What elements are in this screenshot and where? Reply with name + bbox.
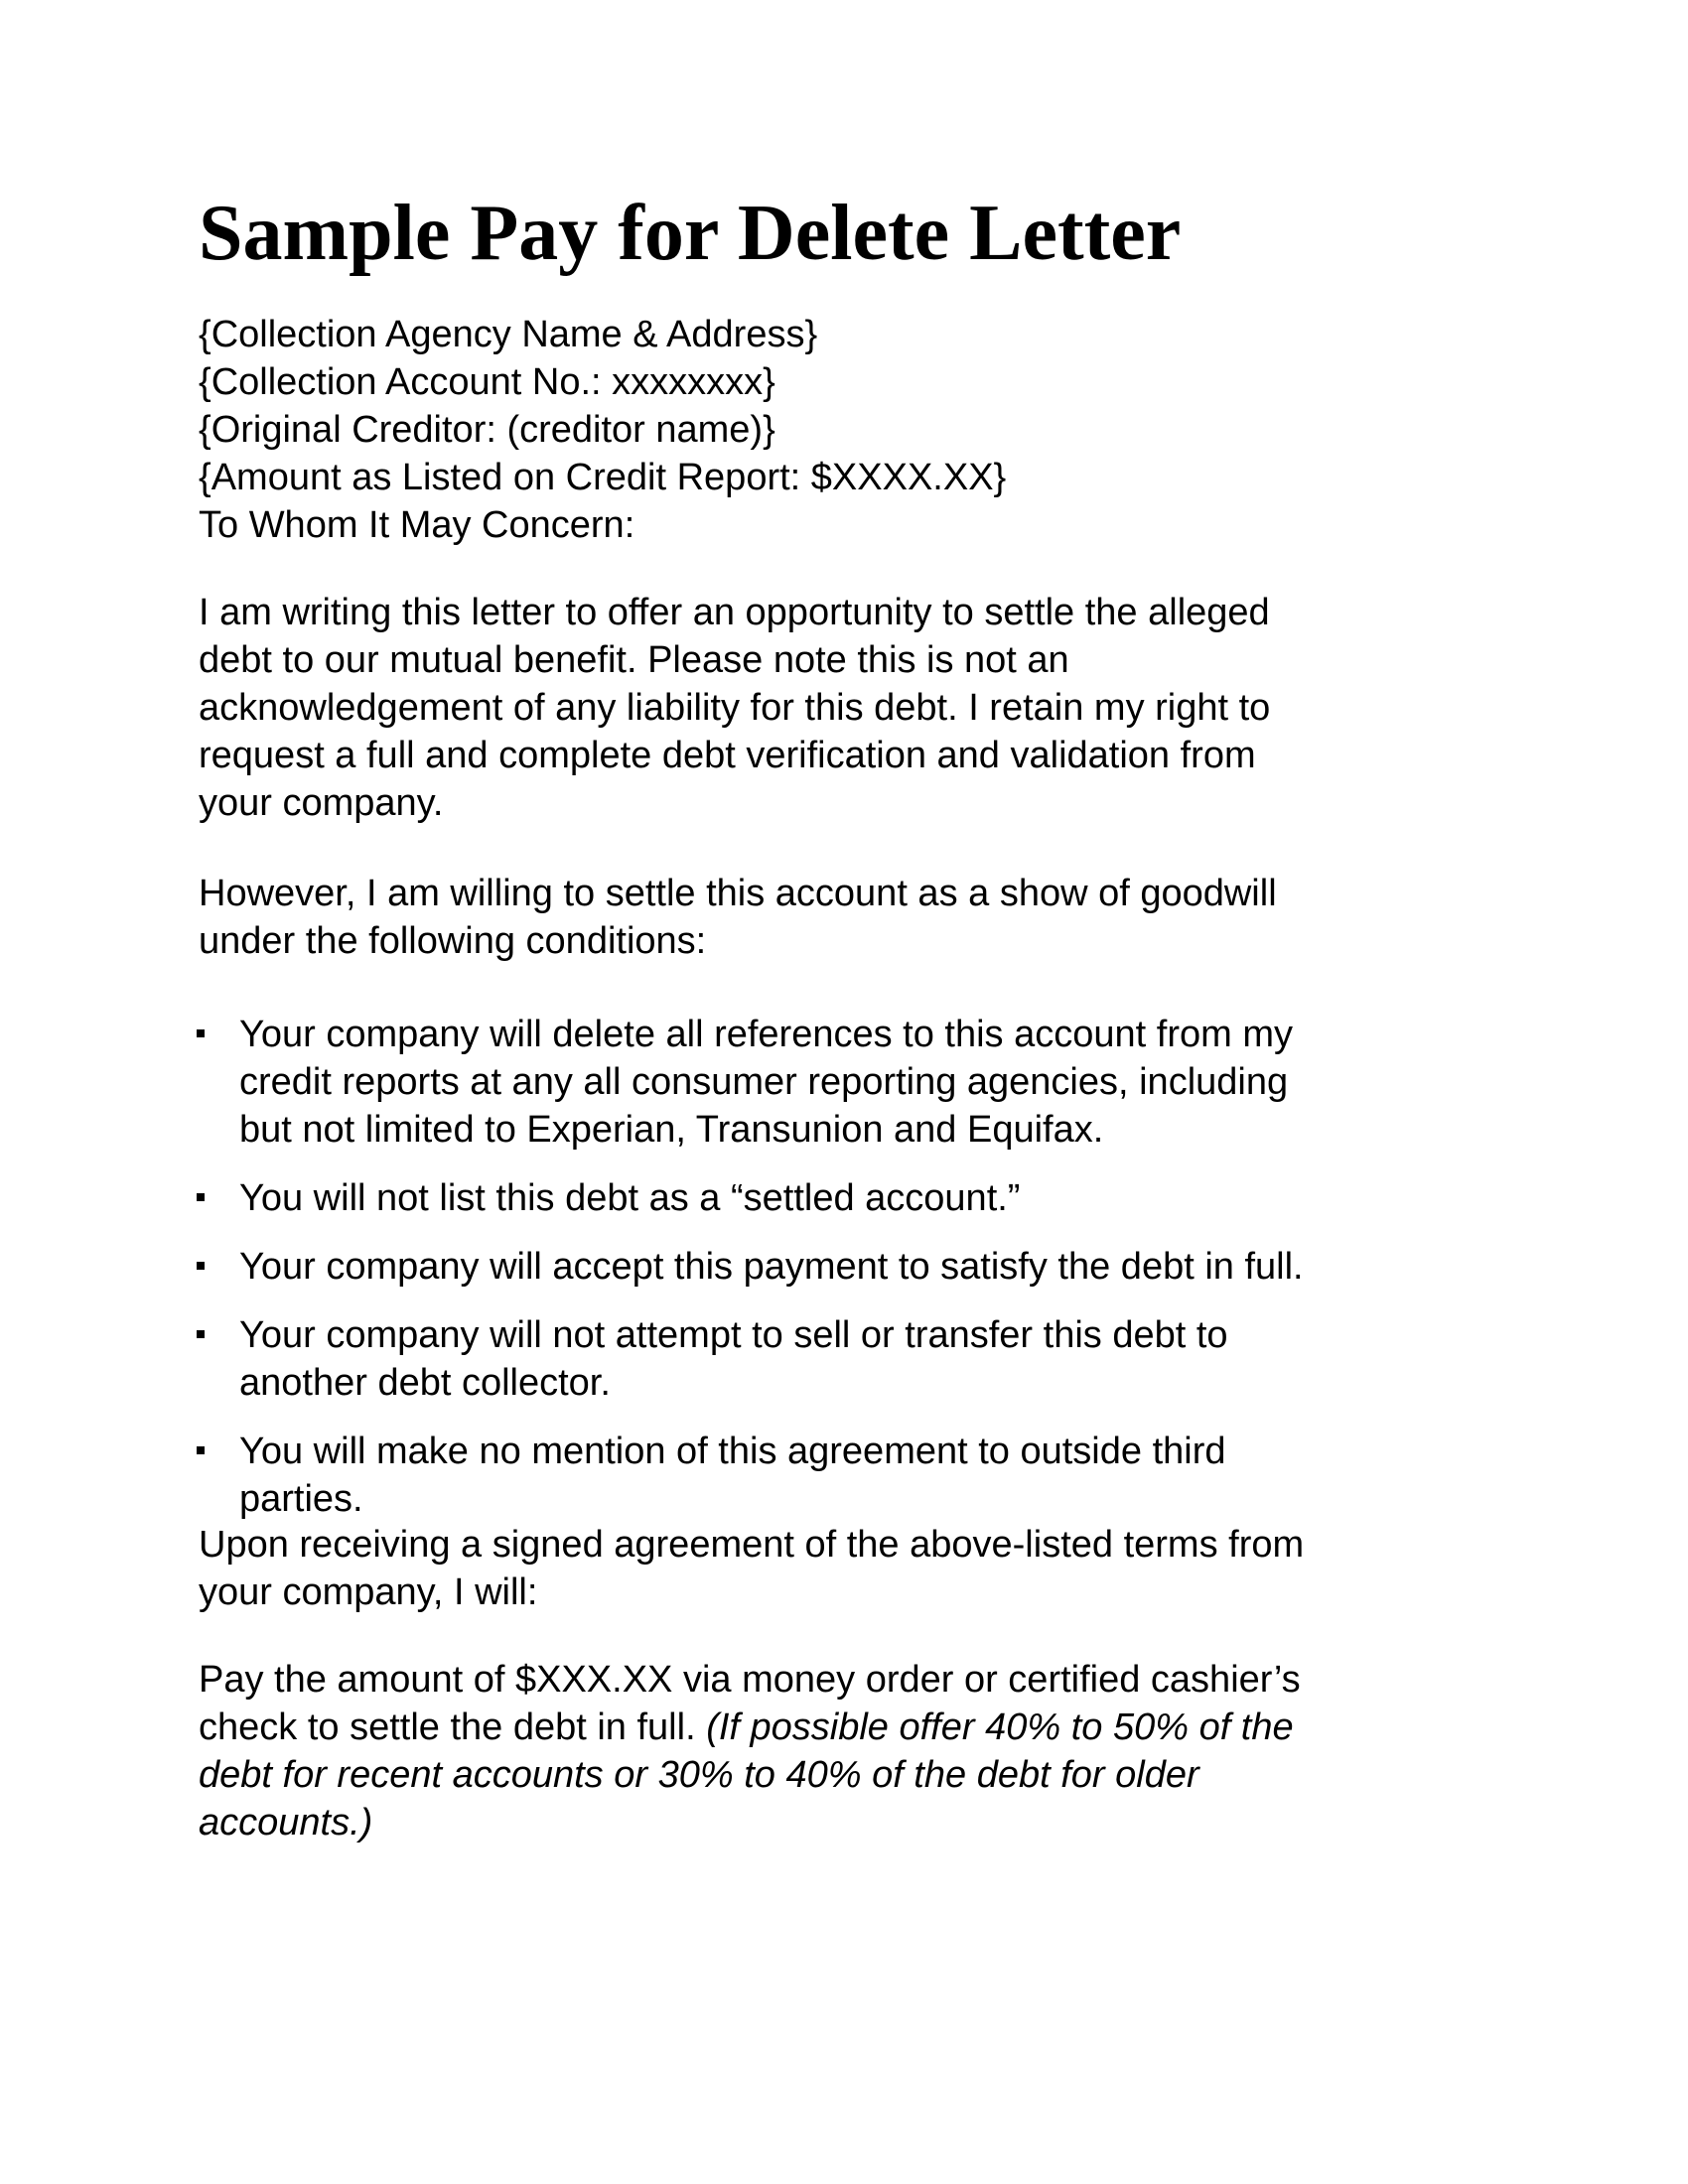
amount-listed-line: {Amount as Listed on Credit Report: $XXXX.XX}: [199, 457, 1007, 498]
payment-paragraph: [199, 1656, 1301, 1846]
condition-line: but not limited to Experian, Transunion and Equifax.: [239, 1109, 1104, 1151]
square-bullet-icon: [197, 1446, 205, 1454]
square-bullet-icon: [197, 1330, 205, 1338]
condition-line: credit reports at any all consumer reporting agencies, including: [239, 1061, 1289, 1103]
paragraph-line: debt to our mutual benefit. Please note this is not an: [199, 639, 1069, 681]
salutation-line: To Whom It May Concern:: [199, 504, 635, 546]
paragraph-line: acknowledgement of any liability for this debt. I retain my right to: [199, 687, 1271, 729]
square-bullet-icon: [197, 1262, 205, 1270]
agreement-paragraph: [199, 1521, 1304, 1616]
conditions-intro-paragraph: [199, 870, 1277, 965]
paragraph-line: Pay the amount of $XXX.XX via money order or certified cashier’s: [199, 1659, 1301, 1701]
condition-line: another debt collector.: [239, 1362, 611, 1404]
condition-line: You will not list this debt as a “settled account.”: [239, 1177, 1021, 1219]
paragraph-line: Upon receiving a signed agreement of the above-listed terms from: [199, 1524, 1305, 1566]
collection-agency-line: {Collection Agency Name & Address}: [199, 314, 818, 355]
condition-item: [199, 1428, 1304, 1523]
condition-item: [199, 1011, 1304, 1154]
italic-note-line: accounts.): [199, 1802, 373, 1843]
condition-line: Your company will not attempt to sell or transfer this debt to: [239, 1314, 1228, 1356]
condition-item: [199, 1243, 1304, 1291]
italic-note-line: debt for recent accounts or 30% to 40% of the debt for older: [199, 1754, 1199, 1796]
original-creditor-line: {Original Creditor: (creditor name)}: [199, 409, 775, 451]
condition-item: [199, 1174, 1304, 1222]
paragraph-line: under the following conditions:: [199, 920, 707, 962]
plain-text-run: check to settle the debt in full.: [199, 1706, 707, 1748]
condition-line: You will make no mention of this agreement to outside third: [239, 1431, 1226, 1472]
document-title: Sample Pay for Delete Letter: [199, 190, 1182, 277]
letter-header-block: [199, 311, 1006, 549]
paragraph-line-mixed: [199, 1704, 1301, 1751]
condition-line: Your company will delete all references to this account from my: [239, 1014, 1293, 1055]
paragraph-line: your company.: [199, 782, 444, 824]
condition-line: parties.: [239, 1478, 363, 1520]
square-bullet-icon: [197, 1029, 205, 1037]
paragraph-line: your company, I will:: [199, 1571, 538, 1613]
conditions-list: [199, 1011, 1304, 1523]
condition-line: Your company will accept this payment to satisfy the debt in full.: [239, 1246, 1304, 1288]
italic-note-run: (If possible offer 40% to 50% of the: [706, 1706, 1294, 1748]
settlement-offer-paragraph: [199, 589, 1270, 827]
collection-account-line: {Collection Account No.: xxxxxxxx}: [199, 361, 775, 403]
paragraph-line: request a full and complete debt verification and validation from: [199, 735, 1256, 776]
paragraph-line: However, I am willing to settle this account as a show of goodwill: [199, 873, 1277, 914]
condition-item: [199, 1311, 1304, 1407]
square-bullet-icon: [197, 1193, 205, 1201]
paragraph-line: I am writing this letter to offer an opportunity to settle the alleged: [199, 592, 1270, 633]
